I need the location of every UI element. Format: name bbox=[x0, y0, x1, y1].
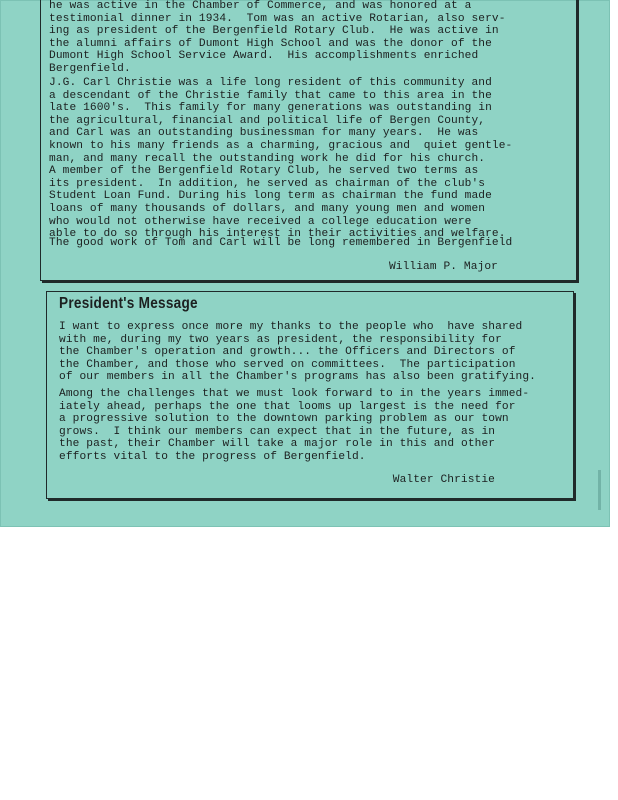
presidents-message-paragraph-2: Among the challenges that we must look forward to in the years immed- iately ahead, perhaps the one that looms up largest is the need for a progressive solution to the downtown parking problem as our town grows. I think our members can expect that in the future, as in the past, their Chamber will take a major role in this and other efforts vital to the progress of Bergenfield. bbox=[59, 388, 530, 463]
memorial-article-box bbox=[40, 0, 577, 281]
presidents-message-paragraph-1: I want to express once more my thanks to the people who have shared with me, during my two years as president, the responsibility for the Chamber's operation and growth... the Officers and Directors of the Chamber, and those who served on committees. The participation of our members in all the Chamber's programs has also been gratifying. bbox=[59, 321, 536, 384]
presidents-message-heading: President's Message bbox=[59, 295, 198, 312]
memorial-paragraph-2: J.G. Carl Christie was a life long resident of this community and a descendant of the Christie family that came to this area in the late 1600's. This family for many generations was outstanding in the agricultural, financial and political life of Bergen County, and Carl was an outstanding businessman for many years. He was known to his many friends as a charming, gracious and quiet gentle- man, and many recall the outstanding work he did for his church. A member of the Bergenfield Rotary Club, he served two terms as its president. In addition, he served as chairman of the club's Student Loan Fund. During his long term as chairman the fund made loans of many thousands of dollars, and many young men and women who would not otherwise have received a college education were able to do so through his interest in their activities and welfare. bbox=[49, 77, 513, 241]
memorial-closing-line: The good work of Tom and Carl will be long remembered in Bergenfield bbox=[49, 237, 513, 249]
presidents-message-box bbox=[46, 291, 574, 499]
paper-edge-mark bbox=[598, 470, 601, 510]
memorial-paragraph-1: he was active in the Chamber of Commerce, and was honored at a testimonial dinner in 1934. Tom was an active Rotarian, also serv- ing as president of the Bergenfield Rotary Club. He was active in the alumni affairs of Dumont High School and was the donor of the Dumont High School Service Award. His accomplishments enriched Bergenfield. bbox=[49, 0, 506, 75]
memorial-signature: William P. Major bbox=[388, 261, 498, 273]
presidents-message-signature: Walter Christie bbox=[392, 474, 495, 486]
